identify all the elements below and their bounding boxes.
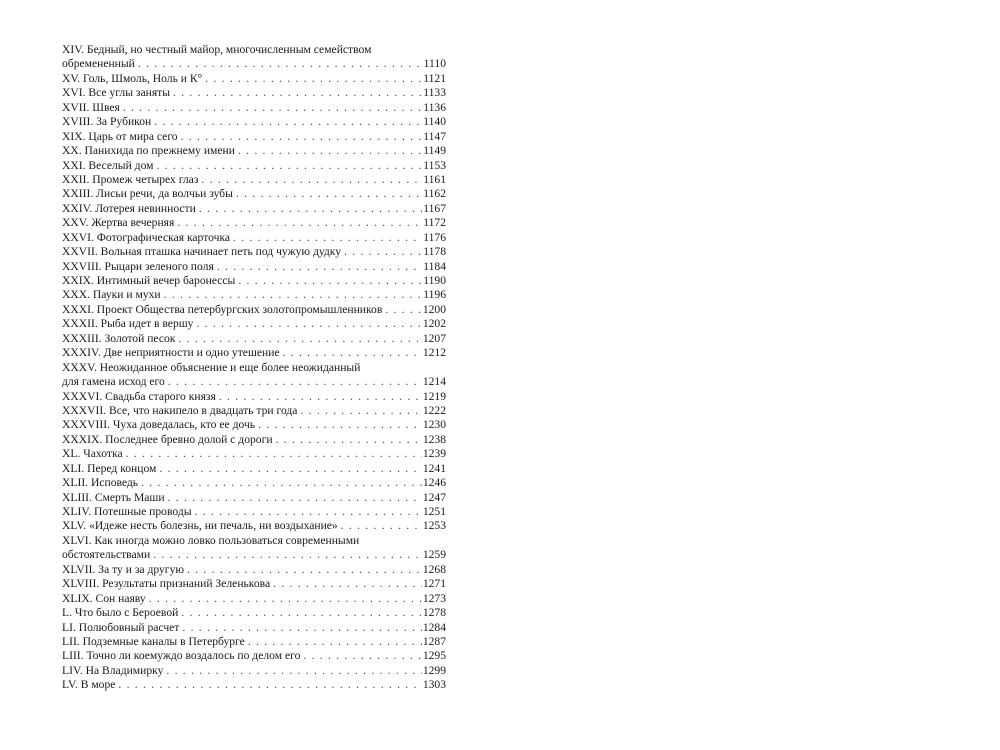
dot-leader <box>187 563 422 577</box>
toc-page-number: 1167 <box>423 201 446 215</box>
toc-entry-title: XLIII. Смерть Маши <box>62 490 165 504</box>
toc-entry-line <box>62 390 446 404</box>
toc-entry <box>62 621 446 635</box>
toc-entry-line <box>62 216 446 230</box>
toc-entry-title: XL. Чахотка <box>62 447 123 461</box>
toc-entry-title: XXVII. Вольная пташка начинает петь под чужую дудку <box>62 245 342 259</box>
dot-leader <box>276 433 422 447</box>
dot-leader <box>177 216 422 230</box>
toc-entry <box>62 43 446 72</box>
toc-entry <box>62 390 446 404</box>
toc-page-number: 1172 <box>423 216 446 230</box>
dot-leader <box>219 390 422 404</box>
dot-leader <box>149 592 422 606</box>
toc-entry-line <box>62 649 446 663</box>
toc-entry-title: XVI. Все углы заняты <box>62 86 171 100</box>
toc-entry <box>62 187 446 201</box>
toc-entry-title-line: XLVI. Как иногда можно ловко пользоваться современными <box>62 533 360 547</box>
toc-entry <box>62 519 446 533</box>
toc-entry <box>62 404 446 418</box>
toc-entry-title: обремененный <box>62 57 135 71</box>
toc-page-number: 1200 <box>422 302 446 316</box>
dot-leader <box>166 664 421 678</box>
toc-entry <box>62 303 446 317</box>
toc-entry-line <box>62 274 446 288</box>
toc-entry-title: LI. Полюбовный расчет <box>62 620 180 634</box>
toc-entry-line <box>62 346 446 360</box>
dot-leader <box>181 130 423 144</box>
toc-page-number: 1207 <box>422 331 446 345</box>
toc-page-number: 1214 <box>422 375 446 389</box>
toc-entry <box>62 678 446 692</box>
toc-entry-title: LV. В море <box>62 678 116 692</box>
toc-entry-title: XXIV. Лотерея невинности <box>62 201 196 215</box>
toc-entry-line <box>62 462 446 476</box>
dot-leader <box>199 202 422 216</box>
dot-leader <box>126 447 422 461</box>
toc-entry-line <box>62 505 446 519</box>
dot-leader <box>273 577 422 591</box>
toc-entry <box>62 361 446 390</box>
toc-page-number: 1295 <box>422 649 446 663</box>
dot-leader <box>238 274 422 288</box>
toc-page-number: 1147 <box>423 129 446 143</box>
toc-entry-title: XVIII. За Рубикон <box>62 115 152 129</box>
toc-page-number: 1239 <box>422 447 446 461</box>
dot-leader <box>154 115 422 129</box>
toc-entry-line <box>62 101 446 115</box>
toc-entry-line <box>62 144 446 158</box>
toc-page-number: 1140 <box>423 115 446 129</box>
toc-page-number: 1190 <box>423 274 446 287</box>
toc-entry-title: XV. Голь, Шмоль, Ноль и К° <box>62 71 203 85</box>
dot-leader <box>344 245 422 259</box>
toc-page-number: 1149 <box>423 144 446 158</box>
dot-leader <box>201 173 422 187</box>
toc-entry-line <box>62 447 446 461</box>
dot-leader <box>217 260 422 274</box>
dot-leader <box>196 317 421 331</box>
toc-entry <box>62 216 446 230</box>
toc-entry <box>62 664 446 678</box>
dot-leader <box>258 418 422 432</box>
dot-leader <box>385 303 421 317</box>
toc-entry-line <box>62 202 446 216</box>
toc-entry <box>62 433 446 447</box>
toc-entry <box>62 72 446 86</box>
toc-page-number: 1153 <box>423 158 446 172</box>
toc-entry-line <box>62 57 446 71</box>
toc-page-number: 1178 <box>423 245 446 259</box>
table-of-contents <box>62 43 446 693</box>
toc-entry-line <box>62 375 446 389</box>
toc-entry-title: XXXIX. Последнее бревно долой с дороги <box>62 432 273 446</box>
toc-page-number: 1271 <box>422 577 446 591</box>
toc-entry <box>62 505 446 519</box>
toc-entry-line <box>62 173 446 187</box>
toc-entry-line <box>62 245 446 259</box>
toc-page-number: 1222 <box>422 403 446 417</box>
toc-entry-line <box>62 563 446 577</box>
toc-entry-title: XXIX. Интимный вечер баронессы <box>62 274 236 287</box>
toc-entry <box>62 476 446 490</box>
dot-leader <box>182 621 421 635</box>
toc-entry-title: XLVII. За ту и за другую <box>62 562 185 576</box>
dot-leader <box>205 72 422 86</box>
toc-entry-title: XIX. Царь от мира сего <box>62 129 178 143</box>
dot-leader <box>283 346 422 360</box>
toc-entry-title: XLIV. Потешные проводы <box>62 505 192 518</box>
toc-entry-line <box>62 332 446 346</box>
toc-page-number: 1247 <box>422 490 446 504</box>
toc-entry-title-line: XXXV. Неожиданное объяснение и еще более неожиданный <box>62 360 361 374</box>
toc-page-number: 1251 <box>422 505 446 518</box>
toc-page-number: 1238 <box>422 432 446 446</box>
toc-entry <box>62 635 446 649</box>
toc-entry-title: обстоятельствами <box>62 548 151 562</box>
toc-entry-title: XXII. Промеж четырех глаз <box>62 172 199 186</box>
toc-entry <box>62 332 446 346</box>
dot-leader <box>248 635 422 649</box>
toc-entry <box>62 101 446 115</box>
toc-page-number: 1278 <box>422 606 446 620</box>
toc-entry-line <box>62 288 446 302</box>
toc-entry-line <box>62 664 446 678</box>
toc-entry <box>62 274 446 288</box>
toc-entry-line <box>62 260 446 274</box>
toc-entry <box>62 447 446 461</box>
toc-entry <box>62 144 446 158</box>
toc-entry <box>62 462 446 476</box>
toc-entry <box>62 592 446 606</box>
toc-page-number: 1246 <box>422 476 446 490</box>
toc-page-number: 1230 <box>422 418 446 432</box>
toc-page-number: 1133 <box>423 86 446 100</box>
toc-entry <box>62 288 446 302</box>
toc-entry-title: LIII. Точно ли коемуждо воздалось по делом его <box>62 649 301 663</box>
toc-entry <box>62 231 446 245</box>
toc-entry <box>62 115 446 129</box>
toc-page-number: 1162 <box>423 187 446 201</box>
toc-entry <box>62 577 446 591</box>
toc-page-number: 1303 <box>422 678 446 692</box>
toc-page-number: 1121 <box>423 71 446 85</box>
toc-page-number: 1299 <box>422 663 446 677</box>
dot-leader <box>341 519 422 533</box>
toc-entry-title: XLII. Исповедь <box>62 476 139 490</box>
toc-entry-title: XXXVIII. Чуха доведалась, кто ее дочь <box>62 418 256 432</box>
toc-entry-line <box>62 433 446 447</box>
toc-entry-title: XXVIII. Рыцари зеленого поля <box>62 259 214 273</box>
toc-entry-line <box>62 519 446 533</box>
toc-entry-line <box>62 635 446 649</box>
dot-leader <box>238 144 422 158</box>
toc-entry-title: XXVI. Фотографическая карточка <box>62 230 231 244</box>
toc-entry-line <box>62 72 446 86</box>
toc-entry-title: XXXIII. Золотой песок <box>62 331 176 345</box>
toc-entry-title: LII. Подземные каналы в Петербурге <box>62 634 245 648</box>
dot-leader <box>164 288 423 302</box>
toc-page-number: 1136 <box>423 100 446 114</box>
toc-page-number: 1284 <box>422 620 446 634</box>
toc-page-number: 1212 <box>422 346 446 360</box>
toc-page-number: 1219 <box>422 389 446 403</box>
toc-entry-line <box>62 130 446 144</box>
toc-entry-line <box>62 577 446 591</box>
toc-entry-line <box>62 418 446 432</box>
toc-entry-line <box>62 317 446 331</box>
toc-entry-line <box>62 621 446 635</box>
dot-leader <box>236 187 422 201</box>
toc-entry-title: XXXVII. Все, что накипело в двадцать три года <box>62 403 298 417</box>
toc-entry <box>62 606 446 620</box>
dot-leader <box>157 159 423 173</box>
toc-entry-title: XXIII. Лисьи речи, да волчьи зубы <box>62 187 233 201</box>
toc-page-number: 1176 <box>423 230 446 244</box>
dot-leader <box>153 548 422 562</box>
toc-entry <box>62 563 446 577</box>
toc-entry <box>62 173 446 187</box>
toc-entry-title: XX. Панихида по прежнему имени <box>62 144 235 158</box>
toc-entry <box>62 260 446 274</box>
dot-leader <box>168 375 422 389</box>
toc-entry-title: XXV. Жертва вечерняя <box>62 216 175 230</box>
toc-entry-title: XXX. Пауки и мухи <box>62 288 161 302</box>
toc-entry <box>62 245 446 259</box>
toc-page-number: 1241 <box>422 461 446 475</box>
toc-entry-line <box>62 303 446 317</box>
toc-entry <box>62 202 446 216</box>
dot-leader <box>173 86 422 100</box>
dot-leader <box>118 678 421 692</box>
dot-leader <box>159 462 421 476</box>
toc-entry <box>62 159 446 173</box>
toc-entry-title: для гамена исход его <box>62 375 165 389</box>
toc-entry-line <box>62 548 446 562</box>
toc-entry <box>62 534 446 563</box>
dot-leader <box>300 404 421 418</box>
toc-page-number: 1253 <box>422 519 446 533</box>
toc-page-number: 1110 <box>423 57 446 71</box>
toc-entry-line <box>62 115 446 129</box>
toc-entry-title: XXXVI. Свадьба старого князя <box>62 389 216 403</box>
toc-entry-title: XXXI. Проект Общества петербургских золотопромышленников <box>62 302 383 316</box>
toc-entry-title: XVII. Швея <box>62 100 120 114</box>
toc-page-number: 1273 <box>422 591 446 605</box>
toc-entry-line <box>62 187 446 201</box>
dot-leader <box>123 101 422 115</box>
toc-page-number: 1184 <box>423 259 446 273</box>
toc-entry-title: XLI. Перед концом <box>62 461 157 475</box>
toc-entry-title: XLIX. Сон наяву <box>62 591 146 605</box>
toc-page-number: 1161 <box>423 172 446 186</box>
toc-page-number: 1259 <box>422 548 446 562</box>
toc-page-number: 1287 <box>422 634 446 648</box>
toc-entry-title: XXXII. Рыба идет в вершу <box>62 317 194 331</box>
dot-leader <box>138 57 423 71</box>
toc-entry-title: L. Что было с Бероевой <box>62 606 179 620</box>
toc-entry-line <box>62 404 446 418</box>
toc-page-number: 1268 <box>422 562 446 576</box>
toc-entry-line <box>62 678 446 692</box>
toc-entry-title: LIV. На Владимирку <box>62 663 164 677</box>
dot-leader <box>168 491 422 505</box>
toc-entry-title: XXXIV. Две неприятности и одно утешение <box>62 346 280 360</box>
toc-entry <box>62 418 446 432</box>
toc-page-number: 1202 <box>422 317 446 331</box>
dot-leader <box>181 606 421 620</box>
toc-entry <box>62 86 446 100</box>
toc-entry-title: XLV. «Идеже несть болезнь, ни печаль, ни воздыхание» <box>62 519 338 533</box>
dot-leader <box>178 332 421 346</box>
dot-leader <box>303 649 421 663</box>
toc-entry-line <box>62 231 446 245</box>
toc-entry <box>62 317 446 331</box>
toc-entry-line <box>62 86 446 100</box>
toc-entry <box>62 491 446 505</box>
toc-entry-title-line: XIV. Бедный, но честный майор, многочисленным семейством <box>62 43 372 56</box>
toc-entry <box>62 130 446 144</box>
dot-leader <box>195 505 422 519</box>
toc-entry-line <box>62 476 446 490</box>
toc-entry <box>62 346 446 360</box>
toc-page-number: 1196 <box>423 288 446 302</box>
toc-entry-line <box>62 159 446 173</box>
toc-entry-title: XLVIII. Результаты признаний Зеленькова <box>62 577 271 591</box>
dot-leader <box>141 476 422 490</box>
dot-leader <box>233 231 422 245</box>
toc-entry <box>62 649 446 663</box>
toc-entry-line <box>62 491 446 505</box>
toc-entry-line <box>62 592 446 606</box>
toc-entry-title: XXI. Веселый дом <box>62 158 154 172</box>
toc-entry-line <box>62 606 446 620</box>
